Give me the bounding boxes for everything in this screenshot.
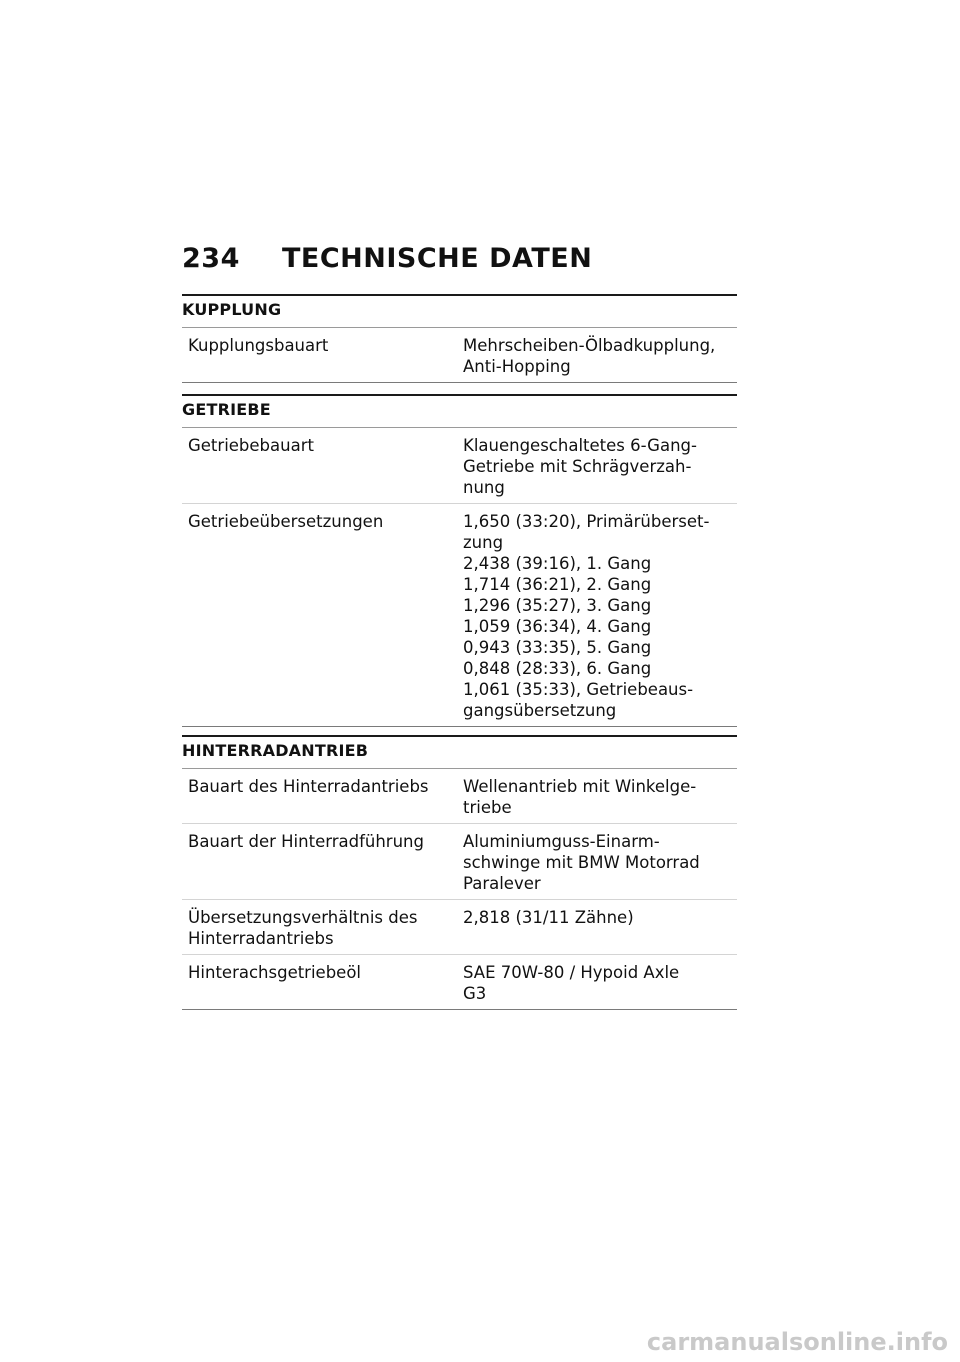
spec-value-line: SAE 70W-80 / Hypoid Axle	[463, 963, 680, 982]
section-title: HINTERRADANTRIEB	[182, 737, 737, 769]
spec-value-line: G3	[463, 984, 487, 1003]
spec-label	[182, 907, 460, 949]
spec-value-line: Getriebe mit Schrägverzah-	[463, 457, 692, 476]
spec-label-line: Kupplungsbauart	[188, 336, 329, 355]
spec-label	[182, 435, 460, 498]
spec-value	[460, 435, 737, 498]
spec-value	[460, 831, 737, 894]
spec-label-line: Bauart des Hinterradantriebs	[188, 777, 429, 796]
spec-value	[460, 511, 737, 721]
page-header	[182, 243, 592, 274]
spec-value-line: 1,059 (36:34), 4. Gang	[463, 617, 652, 636]
table-row	[182, 900, 737, 955]
spec-value-line: zung	[463, 533, 504, 552]
spec-value	[460, 907, 737, 949]
spec-label-line: Hinterachsgetriebeöl	[188, 963, 362, 982]
spec-value-line: gangsübersetzung	[463, 701, 617, 720]
spec-value-line: 1,061 (35:33), Getriebeaus-	[463, 680, 694, 699]
watermark-text: carmanualsonline.info	[646, 1328, 948, 1356]
spec-label-line: Hinterradantriebs	[188, 929, 334, 948]
spec-value-line: Anti-Hopping	[463, 357, 571, 376]
table-row	[182, 824, 737, 900]
spec-value	[460, 776, 737, 818]
spec-label-line: Übersetzungsverhältnis des	[188, 908, 418, 927]
spec-label	[182, 831, 460, 894]
section-kupplung	[182, 294, 737, 383]
spec-value-line: nung	[463, 478, 505, 497]
spec-label	[182, 511, 460, 721]
spec-value-line: 0,848 (28:33), 6. Gang	[463, 659, 652, 678]
spec-value-line: 1,714 (36:21), 2. Gang	[463, 575, 652, 594]
section-title: GETRIEBE	[182, 396, 737, 428]
spec-value-line: 2,438 (39:16), 1. Gang	[463, 554, 652, 573]
spec-value-line: Klauengeschaltetes 6-Gang-	[463, 436, 697, 455]
table-row	[182, 955, 737, 1010]
table-row	[182, 328, 737, 383]
spec-label	[182, 962, 460, 1004]
spec-value-line: Paralever	[463, 874, 541, 893]
spec-value-line: 0,943 (33:35), 5. Gang	[463, 638, 652, 657]
spec-value-line: Mehrscheiben-Ölbadkupplung,	[463, 336, 716, 355]
spec-value	[460, 962, 737, 1004]
spec-value-line: 1,296 (35:27), 3. Gang	[463, 596, 652, 615]
spec-value-line: Aluminiumguss-Einarm-	[463, 832, 660, 851]
spec-label-line: Getriebebauart	[188, 436, 314, 455]
spec-value-line: 1,650 (33:20), Primärüberset-	[463, 512, 710, 531]
table-row	[182, 504, 737, 727]
spec-value-line: schwinge mit BMW Motorrad	[463, 853, 700, 872]
chapter-title: TECHNISCHE DATEN	[282, 243, 593, 274]
section-getriebe	[182, 394, 737, 727]
spec-label-line: Getriebeübersetzungen	[188, 512, 384, 531]
spec-label-line: Bauart der Hinterradführung	[188, 832, 424, 851]
spec-label	[182, 335, 460, 377]
spec-value-line: triebe	[463, 798, 512, 817]
spec-value-line: Wellenantrieb mit Winkelge-	[463, 777, 697, 796]
section-hinterradantrieb	[182, 735, 737, 1010]
page-number: 234	[182, 243, 240, 274]
table-row	[182, 769, 737, 824]
spec-value-line: 2,818 (31/11 Zähne)	[463, 908, 634, 927]
section-title: KUPPLUNG	[182, 296, 737, 328]
spec-label	[182, 776, 460, 818]
spec-value	[460, 335, 737, 377]
table-row	[182, 428, 737, 504]
